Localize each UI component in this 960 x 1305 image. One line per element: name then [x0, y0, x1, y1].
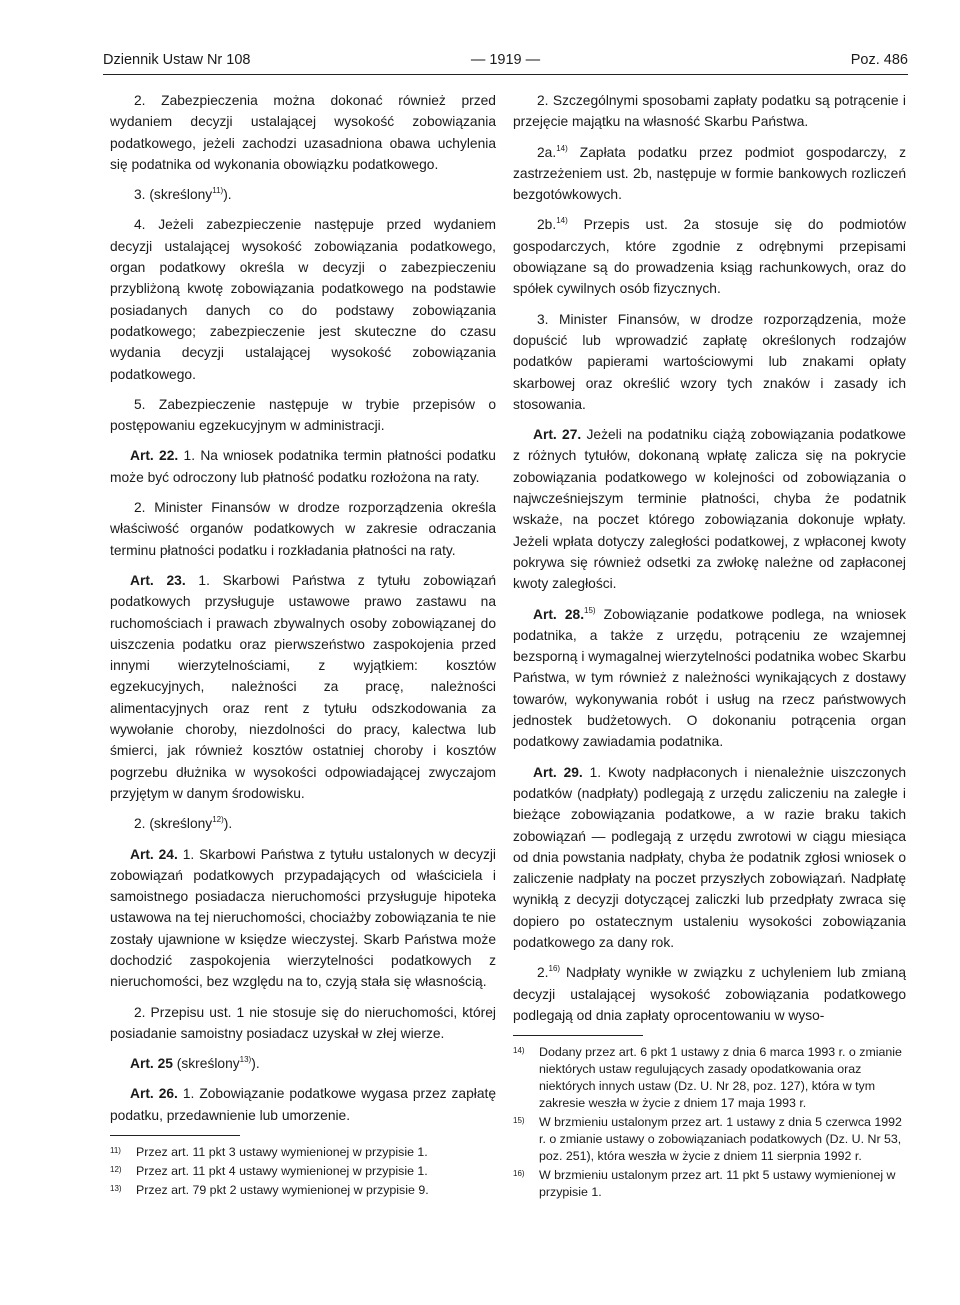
paragraph: 3. (skreślony$^{11)}$).: [134, 186, 232, 203]
page-number: — 1919 —: [470, 52, 541, 68]
article-25: Art. 25 (skreślony$^{13)}$).: [130, 1055, 260, 1072]
position-number: Poz. 486: [850, 52, 908, 68]
article-22: Art. 22. 1. Na wniosek podatnika termin płatności podatku może być odroczony lub płatność podatku rozłożona na raty.: [110, 448, 496, 485]
footnote-rule: [513, 1035, 643, 1036]
paragraph: 2a.$^{14)}$ Zapłata podatku przez podmiot gospodarczy, z zastrzeżeniem ust. 2b, następuje w formie bankowych rozliczeń bezgotówkowych.: [513, 143, 906, 203]
header-rule: [103, 74, 908, 75]
footnote-rule: [110, 1135, 240, 1136]
paragraph: 2. Minister Finansów w drodze rozporządzenia określa właściwość organów podatkowych w zakresie odraczania terminu płatności podatku i rozkładania płatności na raty.: [110, 500, 496, 558]
article-29: Art. 29. 1. Kwoty nadpłaconych i nienależnie uiszczonych podatków (nadpłaty) podlegają z urzędu zaliczeniu na zaległe i bieżące zobowiązania podatkowe, a w razie braku takich zobowiązań — podlegają z urzędu zwrotowi w ciągu miesiąca od dnia powstania nadpłaty, chyba że podatnik zgłosi wniosek o zaliczenie nadpłaty na poczet przyszłych zobowiązań. Nadpłatę wynikłą z decyzji dotyczącej zaliczki lub przedpłaty zwraca się dopiero po ostatecznym ustaleniu wysokości zobowiązania podatkowego za dany rok.: [513, 764, 906, 950]
left-column: [110, 90, 496, 1201]
footnote: 15) W brzmieniu ustalonym przez art. 1 ustawy z dnia 5 czerwca 1992 r. o zmianie ustawy o zobowiązaniach podatkowych (Dz. U. Nr 53, poz. 251), która weszła w życie z dniem 11 sierpnia 1992 r.: [513, 1115, 902, 1164]
paragraph: 3. Minister Finansów, w drodze rozporządzenia, może dopuścić lub wprowadzić zapłatę określonych rodzajów podatków papierami wartościowymi lub znakami opłaty skarbowej oraz określić wzory tych znaków i zasady ich stosowania.: [513, 311, 906, 412]
footnote: 13) Przez art. 79 pkt 2 ustawy wymienionej w przypisie 9.: [110, 1183, 429, 1198]
paragraph: 2.$^{16)}$ Nadpłaty wynikłe w związku z uchyleniem lub zmianą decyzji ustalającej wysokość zobowiązania podatkowego podlegają od dnia zapłaty oprocentowaniu w wyso-: [513, 964, 906, 1023]
page-header: [103, 52, 908, 72]
article-27: Art. 27. Jeżeli na podatniku ciążą zobowiązania podatkowe z różnych tytułów, dokonaną wpłatę zalicza się na pokrycie zobowiązania podatkowego w kolejności od zobowiązania o najwcześniejszym terminie płatności, chyba że podatnik wskaże, na poczet którego zobowiązania dokonuje wpłaty. Jeżeli wpłata dotyczy zaległości podatkowej, z wpłaconej kwoty pokrywa się również odsetki za zwłokę należne od zapłaconej kwoty zaległości.: [513, 427, 906, 592]
article-24: Art. 24. 1. Skarbowi Państwa z tytułu ustalonych w decyzji zobowiązań podatkowych przypadających od właściciela i samoistnego posiadacza nieruchomości przysługuje hipoteka ustawowa na tej nieruchomości, chociażby zobowiązania te nie zostały ujawnione w księdze wieczystej. Skarb Państwa może dochodzić zaspokojenia wierzytelności podatkowych z nieruchomości, bez względu na to, czyją stała się własnością.: [110, 846, 496, 990]
footnote: 11) Przez art. 11 pkt 3 ustawy wymienionej w przypisie 1.: [110, 1145, 428, 1160]
article-26: Art. 26. 1. Zobowiązanie podatkowe wygasa przez zapłatę podatku, przedawnienie lub umorzenie.: [110, 1086, 496, 1123]
article-23: Art. 23. 1. Skarbowi Państwa z tytułu zobowiązań podatkowych przysługuje ustawowe prawo zastawu na ruchomościach i prawach zbywalnych osoby zobowiązanej do uiszczenia podatku oraz pierwszeństwo zaspokojenia przed innymi wierzytelnościami, z wyjątkiem: kosztów egzekucyjnych, należności za pracę, należności alimentacyjnych oraz rent z tytułu odszkodowania za wywołanie choroby, niezdolności do pracy, kalectwa lub śmierci, jak również kosztów ostatniej choroby i kosztów pogrzebu dłużnika w wysokości odpowiadającej zwyczajom przyjętym w danym środowisku.: [110, 572, 496, 801]
paragraph: 2. Przepisu ust. 1 nie stosuje się do nieruchomości, której posiadanie samoistny posiadacz uzyskał w złej wierze.: [110, 1004, 496, 1041]
right-column: [513, 90, 906, 1203]
footnote: 12) Przez art. 11 pkt 4 ustawy wymienionej w przypisie 1.: [110, 1164, 428, 1179]
paragraph: 2. Szczególnymi sposobami zapłaty podatku są potrącenie i przejęcie majątku na własność Skarbu Państwa.: [513, 93, 906, 130]
footnote: 16) W brzmieniu ustalonym przez art. 11 pkt 5 ustawy wymienionej w przypisie 1.: [513, 1168, 896, 1200]
paragraph: 2. (skreślony$^{12)}$).: [134, 815, 233, 832]
paragraph: 2b.$^{14)}$ Przepis ust. 2a stosuje się do podmiotów gospodarczych, które zgodnie z odrębnymi przepisami obowiązane są do prowadzenia ksiąg rachunkowych, oraz do spółek cywilnych osób fizycznych.: [513, 216, 906, 297]
journal-title: Dziennik Ustaw Nr 108: [103, 52, 251, 68]
paragraph: 5. Zabezpieczenie następuje w trybie przepisów o postępowaniu egzekucyjnym w administracji.: [110, 396, 496, 434]
paragraph: 2. Zabezpieczenia można dokonać również przed wydaniem decyzji ustalającej wysokość zobowiązania podatkowego, jeżeli zachodzi uzasadniona obawa uchylenia się podatnika od wykonania obowiązku podatkowego.: [110, 93, 496, 172]
paragraph: 4. Jeżeli zabezpieczenie następuje przed wydaniem decyzji ustalającej wysokość zobowiązania podatkowego, organ podatkowy określa w decyzji o zabezpieczeniu przybliżoną kwotę zobowiązania podatkowego na podstawie posiadanych danych co do podstawy zobowiązania podatkowego; zabezpieczenie jest skuteczne do czasu wydania decyzji ustalającej wysokość zobowiązania podatkowego.: [110, 217, 496, 382]
article-28: Art. 28.$^{15)}$ Zobowiązanie podatkowe podlega, na wniosek podatnika, a także z urzędu, potrąceniu ze wzajemnej bezsporną i wymagalnej wierzytelności podatnika wobec Skarbu Państwa, w tym również z należności wynikających z dostawy towarów, wykonywania robót i usług na rzecz państwowych jednostek budżetowych. O dokonaniu potrącenia organ podatkowy zawiadamia podatnika.: [513, 605, 906, 750]
footnote: 14) Dodany przez art. 6 pkt 1 ustawy z dnia 6 marca 1993 r. o zmianie niektórych ustaw regulujących zasady opodatkowania oraz niektórych innych ustaw (Dz. U. Nr 28, poz. 127), która w tym zakresie weszła w życie z dniem 17 maja 1993 r.: [513, 1045, 902, 1111]
